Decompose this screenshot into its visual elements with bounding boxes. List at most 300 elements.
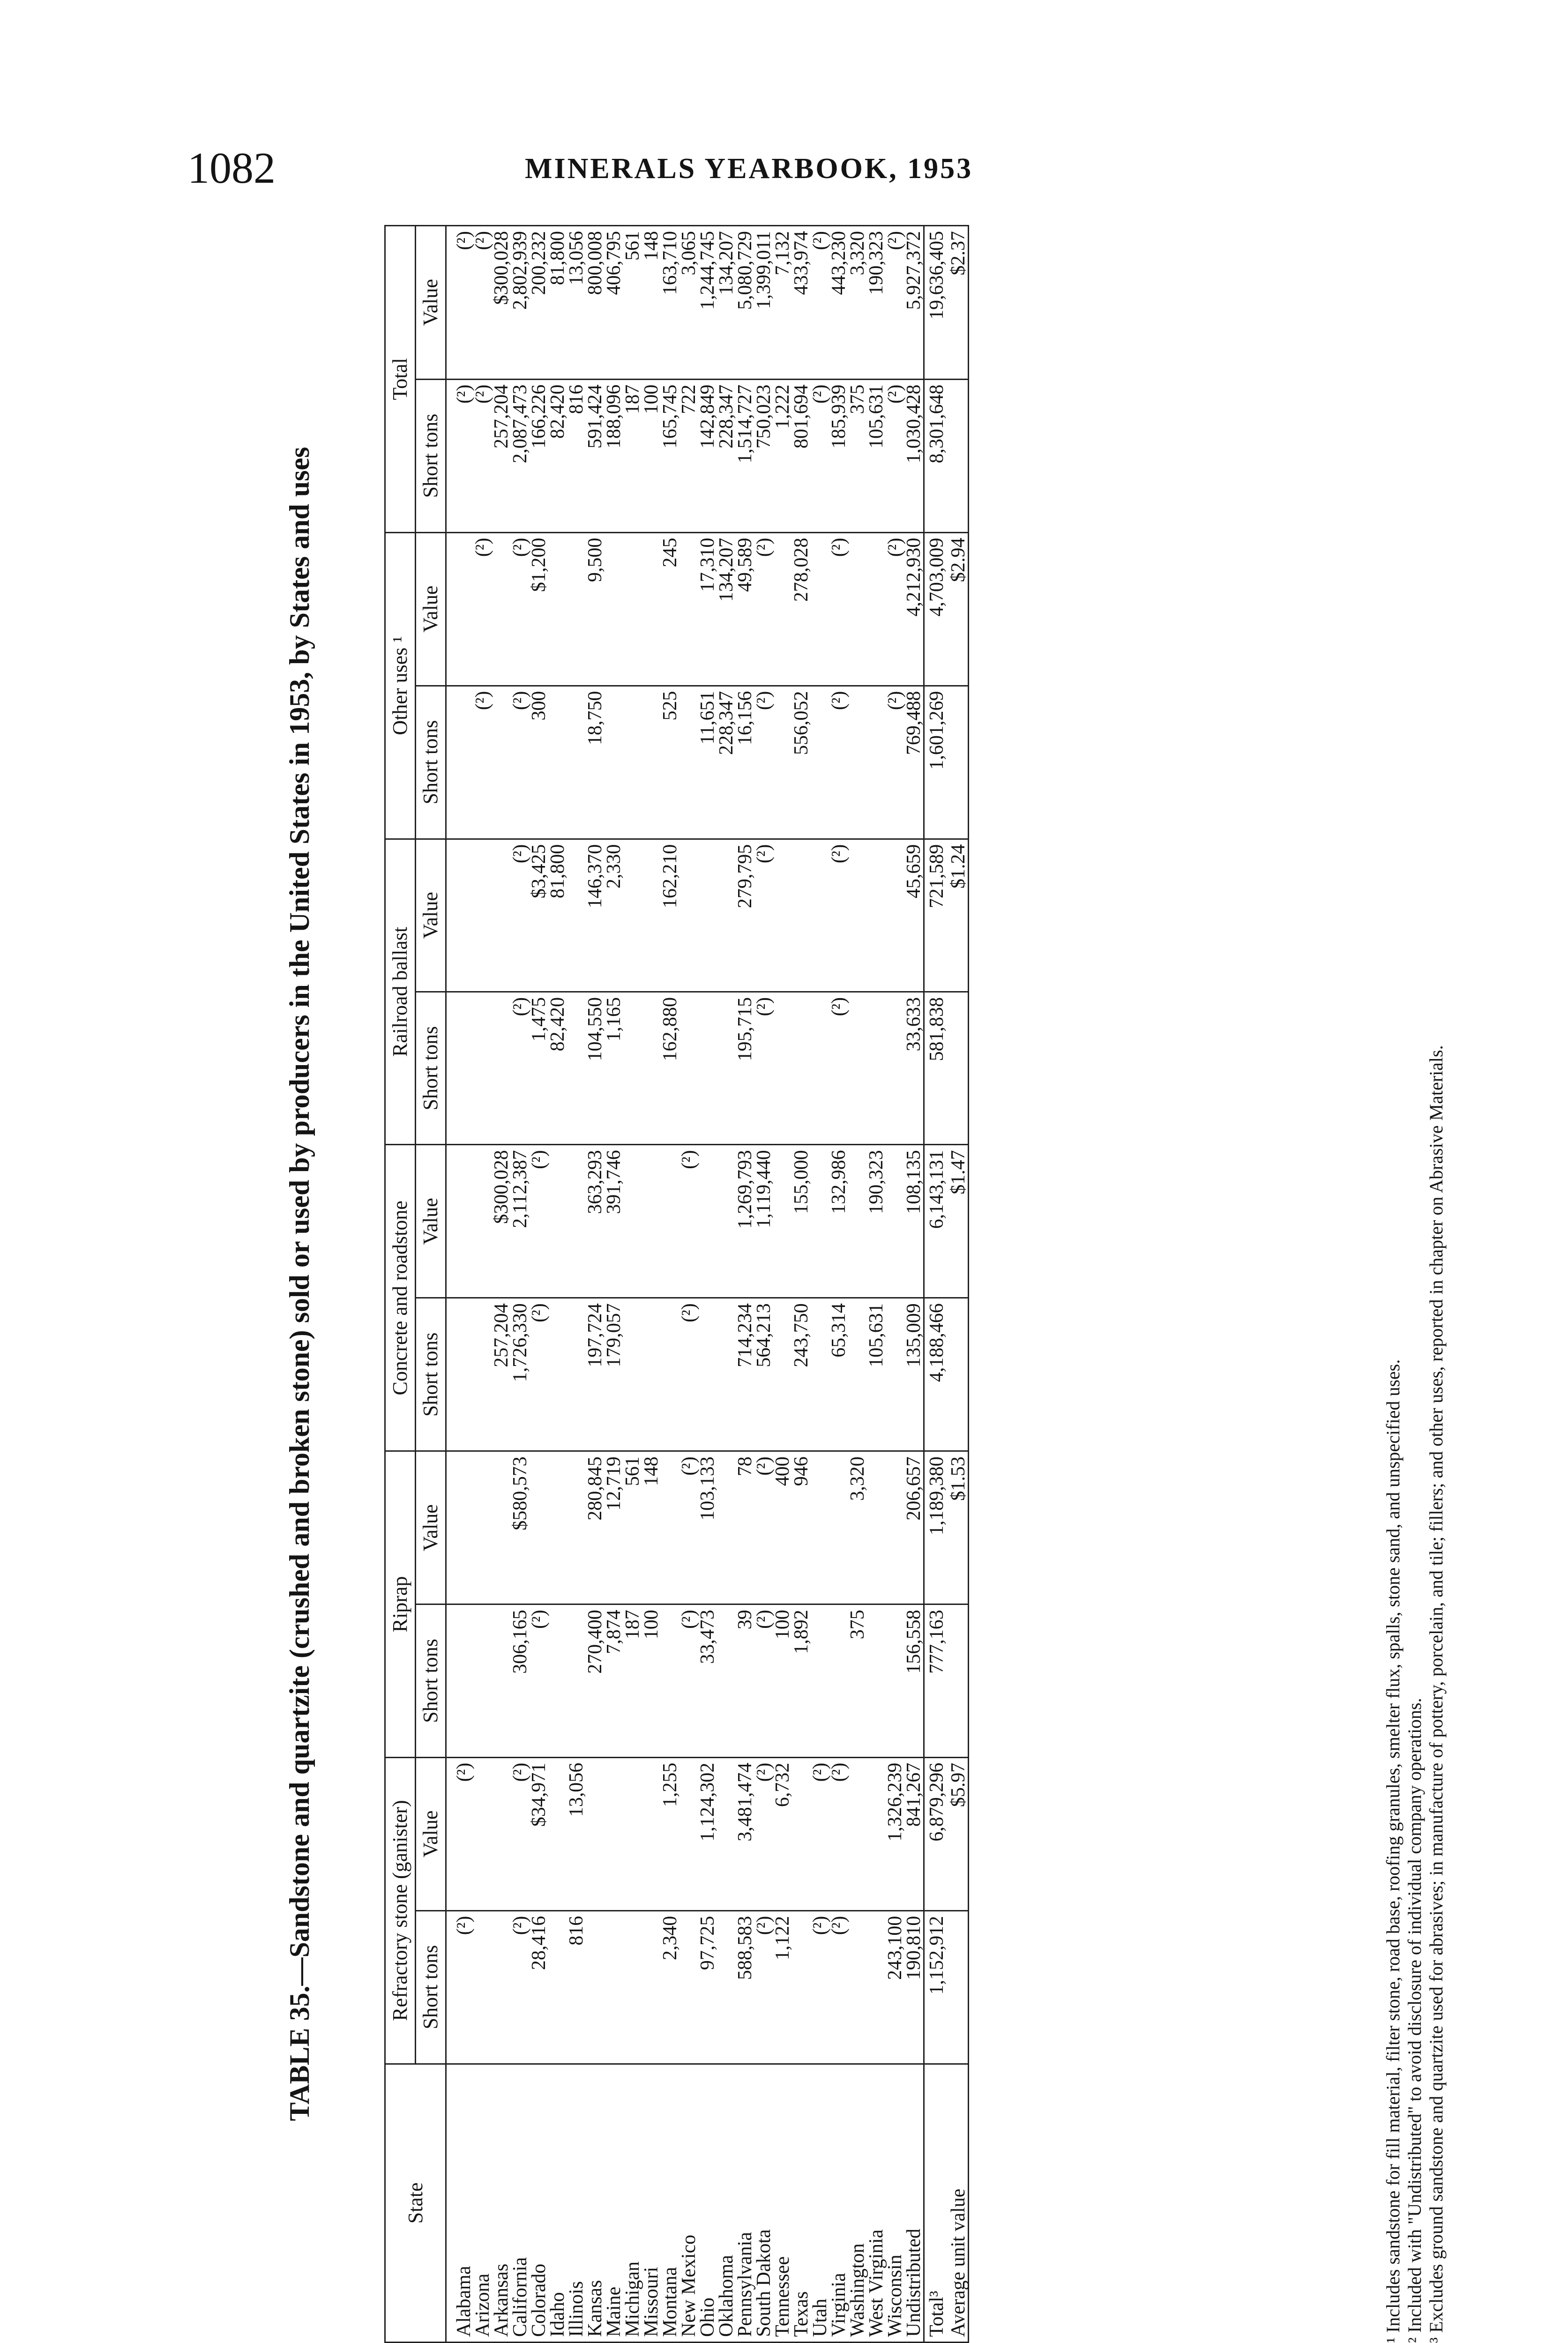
value-cell: 228,347 xyxy=(717,379,736,532)
value-cell: $300,028 xyxy=(492,226,511,380)
value-cell: (²) xyxy=(679,1604,698,1757)
value-cell: 97,725 xyxy=(698,1910,717,2064)
value-cell xyxy=(679,992,698,1144)
value-cell xyxy=(679,1757,698,1910)
footnotes xyxy=(1382,225,1447,2343)
value-cell: (²) xyxy=(811,226,829,380)
value-cell xyxy=(661,1145,679,1298)
state-cell: Pennsylvania xyxy=(736,2064,754,2342)
value-cell xyxy=(473,1298,492,1451)
value-cell xyxy=(679,839,698,992)
value-cell xyxy=(867,1757,886,1910)
value-cell: 1,244,745 xyxy=(698,226,717,380)
state-cell: California xyxy=(511,2064,530,2342)
value-cell: (²) xyxy=(473,226,492,380)
state-cell: Ohio xyxy=(698,2064,717,2342)
value-cell: 406,795 xyxy=(605,226,623,380)
subheader-value: Value xyxy=(416,226,446,380)
value-cell: 200,232 xyxy=(530,226,548,380)
value-cell xyxy=(623,839,642,992)
table-row xyxy=(829,226,848,2343)
subheader-tons: Short tons xyxy=(416,686,446,839)
table-row xyxy=(811,226,829,2343)
value-cell xyxy=(792,992,811,1144)
value-cell: 82,420 xyxy=(548,379,567,532)
value-cell: 197,724 xyxy=(586,1298,605,1451)
value-cell: 39 xyxy=(736,1604,754,1757)
value-cell xyxy=(567,686,586,839)
value-cell: 206,657 xyxy=(904,1451,924,1604)
value-cell: 279,795 xyxy=(736,839,754,992)
value-cell: $34,971 xyxy=(530,1757,548,1910)
value-cell: 257,204 xyxy=(492,379,511,532)
value-cell: 1,269,793 xyxy=(736,1145,754,1298)
value-cell: 1,601,269 xyxy=(924,686,949,839)
value-cell: 946 xyxy=(792,1451,811,1604)
value-cell xyxy=(455,1451,473,1604)
value-cell: 103,133 xyxy=(698,1451,717,1604)
value-cell: 363,293 xyxy=(586,1145,605,1298)
value-cell: (²) xyxy=(754,686,773,839)
state-cell: Total³ xyxy=(924,2064,949,2342)
value-cell: 135,009 xyxy=(904,1298,924,1451)
footnote-3: ³ Excludes ground sandstone and quartzite used for abrasives; in manufacture of pottery, porcelain, and tile; fillers; and other uses, reported in chapter on Abrasive Materials. xyxy=(1426,1045,1447,2343)
value-cell xyxy=(586,1757,605,1910)
value-cell: 105,631 xyxy=(867,1298,886,1451)
value-cell: 3,320 xyxy=(848,226,867,380)
value-cell xyxy=(717,1757,736,1910)
value-cell: 5,927,372 xyxy=(904,226,924,380)
value-cell xyxy=(949,379,969,532)
value-cell xyxy=(698,1298,717,1451)
state-cell: Kansas xyxy=(586,2064,605,2342)
table-row xyxy=(736,226,754,2343)
value-cell xyxy=(949,1604,969,1757)
value-cell: 33,633 xyxy=(904,992,924,1144)
value-cell xyxy=(548,1910,567,2064)
page-number: 1082 xyxy=(187,144,276,193)
value-cell: 257,204 xyxy=(492,1298,511,1451)
value-cell xyxy=(886,1451,904,1604)
state-cell: Arkansas xyxy=(492,2064,511,2342)
value-cell: 19,636,405 xyxy=(924,226,949,380)
value-cell xyxy=(717,1298,736,1451)
value-cell: 13,056 xyxy=(567,226,586,380)
value-cell xyxy=(623,686,642,839)
value-cell xyxy=(886,1298,904,1451)
value-cell: 18,750 xyxy=(586,686,605,839)
value-cell: 190,810 xyxy=(904,1910,924,2064)
value-cell xyxy=(717,1910,736,2064)
value-cell: (²) xyxy=(530,1145,548,1298)
value-cell: 28,416 xyxy=(530,1910,548,2064)
value-cell xyxy=(867,1604,886,1757)
value-cell: 33,473 xyxy=(698,1604,717,1757)
value-cell xyxy=(867,1910,886,2064)
value-cell: (²) xyxy=(679,1145,698,1298)
value-cell: (²) xyxy=(754,1604,773,1757)
header-other: Other uses ¹ xyxy=(385,532,416,839)
rotated-table-block xyxy=(281,225,1462,2343)
value-cell xyxy=(773,839,792,992)
value-cell xyxy=(567,1145,586,1298)
state-cell: Utah xyxy=(811,2064,829,2342)
value-cell xyxy=(811,839,829,992)
value-cell: 49,589 xyxy=(736,532,754,686)
value-cell xyxy=(642,1298,661,1451)
state-cell: West Virginia xyxy=(867,2064,886,2342)
value-cell: 4,703,009 xyxy=(924,532,949,686)
value-cell: 588,583 xyxy=(736,1910,754,2064)
value-cell xyxy=(642,992,661,1144)
value-cell xyxy=(605,1910,623,2064)
table-row xyxy=(548,226,567,2343)
value-cell xyxy=(455,1145,473,1298)
value-cell xyxy=(811,992,829,1144)
value-cell: 148 xyxy=(642,226,661,380)
value-cell: (²) xyxy=(511,532,530,686)
value-cell: 564,213 xyxy=(754,1298,773,1451)
value-cell xyxy=(473,1910,492,2064)
value-cell: 104,550 xyxy=(586,992,605,1144)
value-cell xyxy=(867,992,886,1144)
value-cell: $2.37 xyxy=(949,226,969,380)
value-cell: (²) xyxy=(829,839,848,992)
subheader-tons: Short tons xyxy=(416,1604,446,1757)
state-cell: Arizona xyxy=(473,2064,492,2342)
header-railroad: Railroad ballast xyxy=(385,839,416,1145)
value-cell xyxy=(811,532,829,686)
value-cell xyxy=(661,1604,679,1757)
value-cell: 166,226 xyxy=(530,379,548,532)
value-cell xyxy=(949,686,969,839)
table-row xyxy=(567,226,586,2343)
value-cell: (²) xyxy=(473,532,492,686)
table-row xyxy=(679,226,698,2343)
value-cell: 243,750 xyxy=(792,1298,811,1451)
subheader-value: Value xyxy=(416,1145,446,1298)
value-cell: 162,210 xyxy=(661,839,679,992)
value-cell xyxy=(717,992,736,1144)
value-cell: 187 xyxy=(623,379,642,532)
state-cell: Maine xyxy=(605,2064,623,2342)
value-cell xyxy=(455,839,473,992)
value-cell: 108,135 xyxy=(904,1145,924,1298)
value-cell: (²) xyxy=(511,1757,530,1910)
value-cell xyxy=(455,686,473,839)
state-cell: Michigan xyxy=(623,2064,642,2342)
value-cell xyxy=(623,532,642,686)
table-row xyxy=(848,226,867,2343)
table-title: TABLE 35.—Sandstone and quartzite (crushed and broken stone) sold or used by producers in the United States in 1953, by States and uses xyxy=(284,447,315,2121)
value-cell xyxy=(886,839,904,992)
value-cell: 65,314 xyxy=(829,1298,848,1451)
subheader-value: Value xyxy=(416,532,446,686)
value-cell: 581,838 xyxy=(924,992,949,1144)
value-cell xyxy=(829,1604,848,1757)
table-body xyxy=(446,226,969,2343)
value-cell xyxy=(492,839,511,992)
value-cell: 190,323 xyxy=(867,1145,886,1298)
value-cell: 816 xyxy=(567,1910,586,2064)
header-concrete: Concrete and roadstone xyxy=(385,1145,416,1451)
value-cell xyxy=(473,992,492,1144)
value-cell: $1,200 xyxy=(530,532,548,686)
state-cell: Illinois xyxy=(567,2064,586,2342)
table-row xyxy=(511,226,530,2343)
value-cell xyxy=(679,686,698,839)
value-cell: (²) xyxy=(829,532,848,686)
value-cell: $5.97 xyxy=(949,1757,969,1910)
table-row xyxy=(586,226,605,2343)
value-cell xyxy=(642,1757,661,1910)
value-cell xyxy=(567,1604,586,1757)
value-cell: 8,301,648 xyxy=(924,379,949,532)
value-cell xyxy=(567,1451,586,1604)
value-cell xyxy=(848,1757,867,1910)
value-cell: 2,112,387 xyxy=(511,1145,530,1298)
value-cell: $2.94 xyxy=(949,532,969,686)
value-cell: (²) xyxy=(829,1910,848,2064)
table-row xyxy=(623,226,642,2343)
value-cell: 45,659 xyxy=(904,839,924,992)
value-cell: 100 xyxy=(773,1604,792,1757)
table-row xyxy=(792,226,811,2343)
value-cell: 7,132 xyxy=(773,226,792,380)
value-cell: 1,255 xyxy=(661,1757,679,1910)
state-cell: Alabama xyxy=(455,2064,473,2342)
value-cell xyxy=(455,1604,473,1757)
state-cell: Texas xyxy=(792,2064,811,2342)
value-cell: 179,057 xyxy=(605,1298,623,1451)
value-cell: (²) xyxy=(886,379,904,532)
value-cell: (²) xyxy=(511,1910,530,2064)
footnote-1: ¹ Includes sandstone for fill material, filter stone, road base, roofing granules, smelter flux, spalls, stone sand, and unspecified uses. xyxy=(1382,1359,1404,2343)
value-cell: 3,065 xyxy=(679,226,698,380)
value-cell xyxy=(623,1757,642,1910)
value-cell: 148 xyxy=(642,1451,661,1604)
value-cell: 1,124,302 xyxy=(698,1757,717,1910)
value-cell: 816 xyxy=(567,379,586,532)
state-cell: Tennessee xyxy=(773,2064,792,2342)
value-cell: 5,080,729 xyxy=(736,226,754,380)
subheader-tons: Short tons xyxy=(416,1298,446,1451)
state-cell: Washington xyxy=(848,2064,867,2342)
value-cell: (²) xyxy=(754,992,773,1144)
value-cell: (²) xyxy=(511,839,530,992)
value-cell xyxy=(605,1757,623,1910)
table-row xyxy=(530,226,548,2343)
value-cell xyxy=(829,1451,848,1604)
value-cell xyxy=(492,992,511,1144)
header-riprap: Riprap xyxy=(385,1451,416,1757)
value-cell: 400 xyxy=(773,1451,792,1604)
value-cell: (²) xyxy=(829,686,848,839)
value-cell: 525 xyxy=(661,686,679,839)
value-cell: 714,234 xyxy=(736,1298,754,1451)
footnote-2: ² Included with "Undistributed" to avoid disclosure of individual company operations. xyxy=(1404,1698,1425,2343)
value-cell: 1,892 xyxy=(792,1604,811,1757)
value-cell xyxy=(848,992,867,1144)
value-cell xyxy=(792,839,811,992)
value-cell: (²) xyxy=(811,379,829,532)
value-cell: 81,800 xyxy=(548,839,567,992)
value-cell xyxy=(642,1145,661,1298)
value-cell: 722 xyxy=(679,379,698,532)
value-cell: 4,212,930 xyxy=(904,532,924,686)
value-cell: (²) xyxy=(886,226,904,380)
value-cell: (²) xyxy=(754,532,773,686)
state-cell: Colorado xyxy=(530,2064,548,2342)
value-cell: 1,152,912 xyxy=(924,1910,949,2064)
value-cell: 155,000 xyxy=(792,1145,811,1298)
value-cell: 306,165 xyxy=(511,1604,530,1757)
value-cell xyxy=(473,1757,492,1910)
value-cell: 82,420 xyxy=(548,992,567,1144)
value-cell xyxy=(492,1910,511,2064)
value-cell: 561 xyxy=(623,1451,642,1604)
value-cell: 190,323 xyxy=(867,226,886,380)
value-cell xyxy=(455,532,473,686)
value-cell xyxy=(717,1451,736,1604)
value-cell xyxy=(773,686,792,839)
value-cell: 1,122 xyxy=(773,1910,792,2064)
value-cell: 78 xyxy=(736,1451,754,1604)
value-cell: 6,732 xyxy=(773,1757,792,1910)
running-head: MINERALS YEARBOOK, 1953 xyxy=(525,153,973,185)
value-cell xyxy=(867,532,886,686)
value-cell: 105,631 xyxy=(867,379,886,532)
state-cell: South Dakota xyxy=(754,2064,773,2342)
state-cell: Idaho xyxy=(548,2064,567,2342)
table-row xyxy=(492,226,511,2343)
value-cell: (²) xyxy=(754,1451,773,1604)
value-cell xyxy=(623,1910,642,2064)
value-cell: $3,425 xyxy=(530,839,548,992)
value-cell: 187 xyxy=(623,1604,642,1757)
value-cell xyxy=(811,1451,829,1604)
value-cell xyxy=(792,1757,811,1910)
value-cell xyxy=(661,1451,679,1604)
value-cell: 163,710 xyxy=(661,226,679,380)
value-cell xyxy=(492,1604,511,1757)
value-cell xyxy=(717,1145,736,1298)
value-cell xyxy=(848,1145,867,1298)
table-row xyxy=(717,226,736,2343)
value-cell: 1,222 xyxy=(773,379,792,532)
value-cell xyxy=(698,839,717,992)
value-cell: 3,320 xyxy=(848,1451,867,1604)
value-cell xyxy=(679,1910,698,2064)
value-cell: (²) xyxy=(511,992,530,1144)
value-cell xyxy=(623,1145,642,1298)
value-cell: (²) xyxy=(473,686,492,839)
page-header xyxy=(0,0,1568,234)
value-cell: 7,874 xyxy=(605,1604,623,1757)
value-cell: 134,207 xyxy=(717,226,736,380)
value-cell xyxy=(848,532,867,686)
value-cell: 2,802,939 xyxy=(511,226,530,380)
value-cell: (²) xyxy=(886,686,904,839)
value-cell: 142,849 xyxy=(698,379,717,532)
value-cell: 100 xyxy=(642,379,661,532)
value-cell: 2,330 xyxy=(605,839,623,992)
value-cell xyxy=(661,1298,679,1451)
value-cell: 1,475 xyxy=(530,992,548,1144)
value-cell: (²) xyxy=(455,1910,473,2064)
value-cell: 243,100 xyxy=(886,1910,904,2064)
value-cell xyxy=(492,1451,511,1604)
value-cell: $1.53 xyxy=(949,1451,969,1604)
value-cell: 443,230 xyxy=(829,226,848,380)
value-cell: 777,163 xyxy=(924,1604,949,1757)
value-cell: (²) xyxy=(754,839,773,992)
value-cell: 6,879,296 xyxy=(924,1757,949,1910)
value-cell xyxy=(530,1451,548,1604)
value-cell: (²) xyxy=(511,686,530,839)
value-cell xyxy=(867,839,886,992)
value-cell: (²) xyxy=(455,226,473,380)
subheader-value: Value xyxy=(416,1757,446,1910)
value-cell xyxy=(567,992,586,1144)
value-cell: 9,500 xyxy=(586,532,605,686)
state-cell: Wisconsin xyxy=(886,2064,904,2342)
value-cell: 12,719 xyxy=(605,1451,623,1604)
value-cell xyxy=(455,992,473,1144)
value-cell xyxy=(811,1298,829,1451)
value-cell: 2,340 xyxy=(661,1910,679,2064)
value-cell: 841,267 xyxy=(904,1757,924,1910)
value-cell: 1,326,239 xyxy=(886,1757,904,1910)
value-cell: 134,207 xyxy=(717,532,736,686)
header-total: Total xyxy=(385,226,416,533)
table-row xyxy=(455,226,473,2343)
value-cell: 146,370 xyxy=(586,839,605,992)
value-cell xyxy=(642,532,661,686)
value-cell: (²) xyxy=(811,1910,829,2064)
value-cell: 16,156 xyxy=(736,686,754,839)
value-cell: 556,052 xyxy=(792,686,811,839)
value-cell xyxy=(605,532,623,686)
value-cell: (²) xyxy=(754,1910,773,2064)
value-cell xyxy=(492,532,511,686)
value-cell: 17,310 xyxy=(698,532,717,686)
value-cell xyxy=(848,1910,867,2064)
value-cell xyxy=(548,1757,567,1910)
value-cell xyxy=(949,1910,969,2064)
value-cell: 11,651 xyxy=(698,686,717,839)
value-cell xyxy=(492,686,511,839)
value-cell: (²) xyxy=(530,1604,548,1757)
value-cell xyxy=(886,992,904,1144)
value-cell xyxy=(848,686,867,839)
value-cell xyxy=(567,1298,586,1451)
value-cell: (²) xyxy=(455,379,473,532)
value-cell: 1,399,011 xyxy=(754,226,773,380)
value-cell: 132,986 xyxy=(829,1145,848,1298)
value-cell: $1.24 xyxy=(949,839,969,992)
table-row xyxy=(773,226,792,2343)
value-cell: 1,189,380 xyxy=(924,1451,949,1604)
table-row xyxy=(661,226,679,2343)
value-cell: 270,400 xyxy=(586,1604,605,1757)
subheader-value: Value xyxy=(416,839,446,992)
value-cell: 375 xyxy=(848,379,867,532)
value-cell xyxy=(811,686,829,839)
value-cell: (²) xyxy=(829,992,848,1144)
value-cell: 721,589 xyxy=(924,839,949,992)
state-cell: Virginia xyxy=(829,2064,848,2342)
